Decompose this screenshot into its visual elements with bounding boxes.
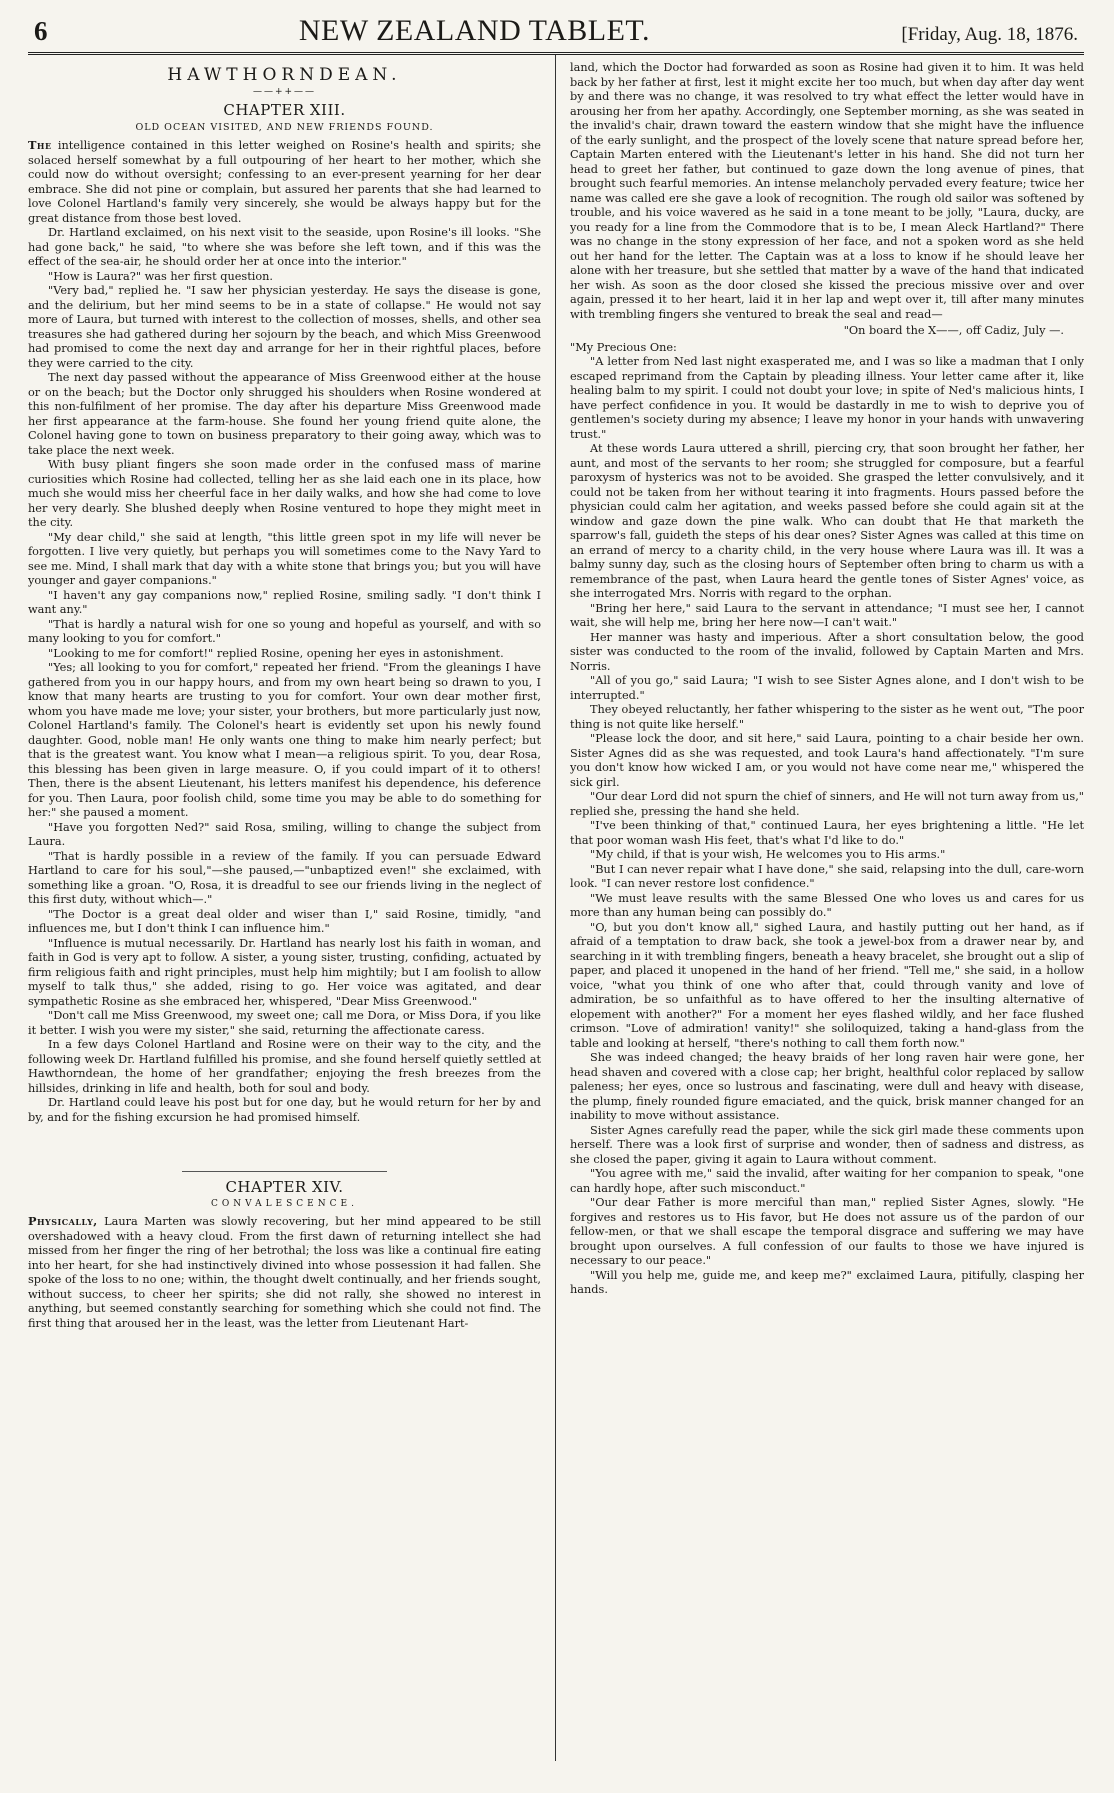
paper-title: NEW ZEALAND TABLET. [298,14,651,47]
right-paragraph: "Will you help me, guide me, and keep me?" exclaimed Laura, pitifully, clasping her hands. [570,1268,1084,1296]
chapter-13-paragraph: With busy pliant fingers she soon made order in the confused mass of marine curiosities which Rosine had collected, telling her as she laid each one in its place, how much she would miss her cheerful face in her daily walks, and how she had come to love her very dearly. She blushed deeply when Rosine ventured to hope they might meet in the city. [28,458,541,529]
chapter-13-paragraph: The next day passed without the appearance of Miss Greenwood either at the house or on the beach; but the Doctor only shrugged his shoulders when Rosine wondered at this non-fulfilment of her promise. The day after his departure Miss Greenwood made her first appearance at the farm-house. She found her young friend quite alone, the Colonel having gone to town on business preparatory to their going away, which was to take place the next week. [28,371,541,457]
chapter-13-heading: CHAPTER XIII. [223,101,346,119]
left-column [28,55,556,1761]
chapter-13-paragraph: "That is hardly possible in a review of the family. If you can persuade Edward Hartland to care for his soul,"—she paused,—"unbaptized even!" she exclaimed, with something like a groan. "O, Rosa, it is dreadful to see our friends living in the neglect of this first duty, without which—." [28,849,541,906]
chapter-14-paragraph: Physically, Laura Marten was slowly recovering, but her mind appeared to be still overshadowed with a heavy cloud. From the first dawn of returning intellect she had missed from her finger the ring of her betrothal; the loss was like a continual fire eating into her heart, for she had instinctively divined into whose possession it had fallen. She spoke of the loss to no one; within, the thought dwelt continually, and her friends sought, without success, to cheer her spirits; she did not rally, she showed no interest in anything, but seemed constantly searching for something which she could not find. The first thing that aroused her in the least, was the letter from Lieutenant Hart- [28,1214,541,1330]
right-paragraph: "I've been thinking of that," continued Laura, her eyes brightening a little. "He let that poor woman wash His feet, that's what I'd like to do." [570,819,1084,847]
title-ornament: ——++—— [252,87,317,97]
chapter-13-paragraph: Dr. Hartland exclaimed, on his next visit to the seaside, upon Rosine's ill looks. "She had gone back," he said, "to where she was before she left town, and if this was the effect of the sea-air, he should order her at once into the interior." [28,226,541,268]
chapter-13-paragraph: "Yes; all looking to you for comfort," repeated her friend. "From the gleanings I have gathered from you in our happy hours, and from my own heart being so drawn to you, I know that many hearts are trusting to you for comfort. Your own dear mother first, whom you have made me love; your sister, your brothers, but more particularly just now, Colonel Hartland's family. The Colonel's heart is evidently set upon his newly found daughter. Good, noble man! He only wants one thing to make him nearly perfect; but that is the greatest want. You know what I mean—a religious spirit. To you, dear Rosa, this blessing has been given in large measure. O, if you could impart of it to others! Then, there is the absent Lieutenant, his letters manifest his dependence, his deference for you. Then Laura, poor foolish child, some time you may be able to do something for her:" she paused a moment. [28,661,541,819]
continued-paragraph: land, which the Doctor had forwarded as soon as Rosine had given it to him. It was held back by her father at first, lest it might excite her too much, but when day after day went by and there was no change, it was resolved to try what effect the letter would have in arousing her from her apathy. Accordingly, one September morning, as she was seated in the invalid's chair, drawn toward the eastern window that she might have the influence of the early sunlight, and the prospect of the lovely scene that nature spread before her, Captain Marten entered with the Lieutenant's letter in his hand. She did not turn her head to greet her father, but continued to gaze down the long avenue of pines, that brought such fearful memories. An intense melancholy pervaded every feature; twice her name was called ere she gave a look of recognition. The rough old sailor was softened by trouble, and his voice wavered as he said in a tone meant to be jolly, "Laura, ducky, are you ready for a line from the Commodore that is to be, I mean Aleck Hartland?" There was no change in the stony expression of her face, and not a spoken word as she held out her hand for the letter. The Captain was at a loss to know if he should leave her alone with her treasure, but she settled that matter by a wave of the hand that indicated her wish. As soon as the door closed she kissed the precious missive over and over again, pressed it to her heart, laid it in her lap and wept over it, till after many minutes with trembling fingers she ventured to break the seal and read— [570,61,1084,321]
chapter-14-heading: CHAPTER XIV. [225,1178,344,1196]
columns [28,55,1084,1761]
right-column [556,55,1084,1761]
chapter-13-paragraph: "That is hardly a natural wish for one so young and hopeful as yourself, and with so many looking to you for comfort." [28,617,541,645]
chapter-13-paragraph: "My dear child," she said at length, "this little green spot in my life will never be forgotten. I live very quietly, but perhaps you will sometimes come to the Navy Yard to see me. Mind, I shall mark that day with a white stone that brings you; but you will have younger and gayer companions." [28,530,541,587]
right-paragraph: "My child, if that is your wish, He welcomes you to His arms." [590,848,946,861]
chapter-13-subtitle: OLD OCEAN VISITED, AND NEW FRIENDS FOUND. [135,122,434,133]
right-paragraph: "Our dear Father is more merciful than man," replied Sister Agnes, slowly. "He forgives and restores us to His favor, but He does not assure us of the pardon of our fellow-men, or that we shall escape the temporal disgrace and suffering we may have brought upon ourselves. A full confession of our faults to those we have injured is necessary to our peace." [570,1196,1084,1267]
letter-salutation: "My Precious One: [570,340,677,354]
drop-word: Physically, [28,1214,98,1228]
drop-word: The [28,138,52,152]
story-title: HAWTHORNDEAN. [167,65,402,85]
letter-dateline: "On board the X——, off Cadiz, July —. [843,324,1064,337]
chapter-13-paragraph: "Influence is mutual necessarily. Dr. Hartland has nearly lost his faith in woman, and faith in God is very apt to follow. A sister, a young sister, trusting, confiding, actuated by firm religious faith and right principles, must help him mightily; but I am foolish to allow myself to talk thus," she added, rising to go. Her voice was agitated, and dear sympathetic Rosine as she embraced her, whispered, "Dear Miss Greenwood." [28,936,541,1008]
chapter-13-paragraph: The intelligence contained in this letter weighed on Rosine's health and spirits; she solaced herself somewhat by a full outpouring of her heart to her mother, which she could now do without oversight; confessing to an ever-present yearning for her dear embrace. She did not pine or complain, but assured her parents that she had learned to love Colonel Hartland's family very sincerely, she would be always happy but for the great distance from those best loved. [28,138,541,225]
right-paragraph: "Please lock the door, and sit here," said Laura, pointing to a chair beside her own. Sister Agnes did as she was requested, and took Laura's hand affectionately. "I'm sure you don't know how wicked I am, or you would not have come near me," whispered the sick girl. [570,732,1084,789]
right-paragraph: "But I can never repair what I have done," she said, relapsing into the dull, care-worn look. "I can never restore lost confidence." [570,862,1084,890]
chapter-13-paragraph: "Have you forgotten Ned?" said Rosa, smiling, willing to change the subject from Laura. [28,820,541,848]
right-paragraph: "Bring her here," said Laura to the servant in attendance; "I must see her, I cannot wait, she will help me, bring her here now—I can't wait." [570,601,1084,629]
chapter-13-paragraph: "How is Laura?" was her first question. [48,269,274,283]
right-paragraph: "Our dear Lord did not spurn the chief of sinners, and He will not turn away from us," replied she, pressing the hand she held. [570,790,1084,818]
chapter-13-paragraph: "Looking to me for comfort!" replied Rosine, opening her eyes in astonishment. [48,646,504,660]
right-paragraph: "You agree with me," said the invalid, after waiting for her companion to speak, "one can hardly hope, after such misconduct." [570,1167,1084,1195]
chapter-14-subtitle: CONVALESCENCE. [211,1199,358,1209]
right-paragraph: "All of you go," said Laura; "I wish to see Sister Agnes alone, and I don't wish to be interrupted." [570,674,1084,702]
chapter-13-paragraph: "I haven't any gay companions now," replied Rosine, smiling sadly. "I don't think I want any." [28,588,541,616]
chapter-divider [182,1171,387,1172]
chapter-13-paragraph: "Don't call me Miss Greenwood, my sweet one; call me Dora, or Miss Dora, if you like it better. I wish you were my sister," she said, returning the affectionate caress. [28,1009,541,1037]
chapter-13-paragraph: "The Doctor is a great deal older and wiser than I," said Rosine, timidly, "and influences me, but I don't think I can influence him." [28,907,541,935]
right-paragraph: Her manner was hasty and imperious. After a short consultation below, the good sister was conducted to the room of the invalid, followed by Captain Marten and Mrs. Norris. [570,630,1084,673]
masthead [28,14,1084,55]
chapter-spacer [28,1125,541,1163]
right-paragraph: At these words Laura uttered a shrill, piercing cry, that soon brought her father, her aunt, and most of the servants to her room; she struggled for composure, but a fearful paroxysm of hysterics was not to be avoided. She grasped the letter convulsively, and it could not be taken from her without tearing it into fragments. Hours passed before the physician could calm her agitation, and weeks passed before she could again sit at the window and gaze down the pine walk. Who can doubt that He that marketh the sparrow's fall, guideth the steps of his dear ones? Sister Agnes was called at this time on an errand of mercy to a charity child, in the very house where Laura was ill. It was a balmy sunny day, such as the closing hours of September often bring to charm us with a remembrance of the past, when Laura heard the gentle tones of Sister Agnes' voice, as she interrogated Mrs. Norris with regard to the orphan. [570,442,1084,600]
right-paragraph: They obeyed reluctantly, her father whispering to the sister as he went out, "The poor thing is not quite like herself." [570,703,1084,731]
right-paragraph: Sister Agnes carefully read the paper, while the sick girl made these comments upon herself. There was a look first of surprise and wonder, then of sadness and distress, as she closed the paper, giving it again to Laura without comment. [570,1123,1084,1166]
right-paragraph: "O, but you don't know all," sighed Laura, and hastily putting out her hand, as if afraid of a temptation to draw back, she took a jewel-box from a drawer near by, and searching in it with trembling fingers, beneath a heavy bracelet, she brought out a slip of paper, and placed it unopened in the hand of her friend. "Tell me," she said, in a hollow voice, "what you think of one who after that, could through vanity and love of admiration, be so unfaithful as to have offered to her the insulting alternative of elopement with another?" For a moment her eyes flashed wildly, and her face flushed crimson. "Love of admiration! vanity!" she soliloquized, taking a hand-glass from the table and looking at herself, "there's nothing to call them forth now." [570,920,1084,1050]
chapter-13-paragraph: Dr. Hartland could leave his post but for one day, but he would return for her by and by, and for the fishing excursion he had promised himself. [28,1096,541,1124]
letter-body: "A letter from Ned last night exasperated me, and I was so like a madman that I only escaped reprimand from the Captain by pleading illness. Your letter came after it, like healing balm to my spirit. I could not doubt your love; in spite of Ned's malicious hints, I have perfect confidence in you. It would be dastardly in me to wish to deprive you of gentlemen's society during my absence; I leave my honor in your hands with unwavering trust." [570,355,1084,441]
chapter-13-paragraph: "Very bad," replied he. "I saw her physician yesterday. He says the disease is gone, and the delirium, but her mind seems to be in a state of collapse." He would not say more of Laura, but turned with interest to the collection of mosses, shells, and other sea treasures she had gathered during her sojourn by the beach, and which Miss Greenwood had promised to come the next day and arrange for her in their rightful places, before they were carried to the city. [28,284,541,370]
page-number: 6 [34,16,48,46]
right-paragraph: She was indeed changed; the heavy braids of her long raven hair were gone, her head shaven and covered with a close cap; her bright, healthful color replaced by sallow paleness; her eyes, once so lustrous and fascinating, were dull and heavy with disease, the plump, finely rounded figure emaciated, and the quick, brisk manner changed for an inability to move without assistance. [570,1051,1084,1122]
issue-date: [Friday, Aug. 18, 1876. [901,24,1078,45]
right-paragraph: "We must leave results with the same Blessed One who loves us and cares for us more than any human being can possibly do." [570,891,1084,919]
chapter-13-paragraph: In a few days Colonel Hartland and Rosine were on their way to the city, and the following week Dr. Hartland fulfilled his promise, and she found herself quietly settled at Hawthorndean, the home of her grandfather; enjoying the fresh breezes from the hillsides, drinking in life and health, both for soul and body. [28,1038,541,1095]
